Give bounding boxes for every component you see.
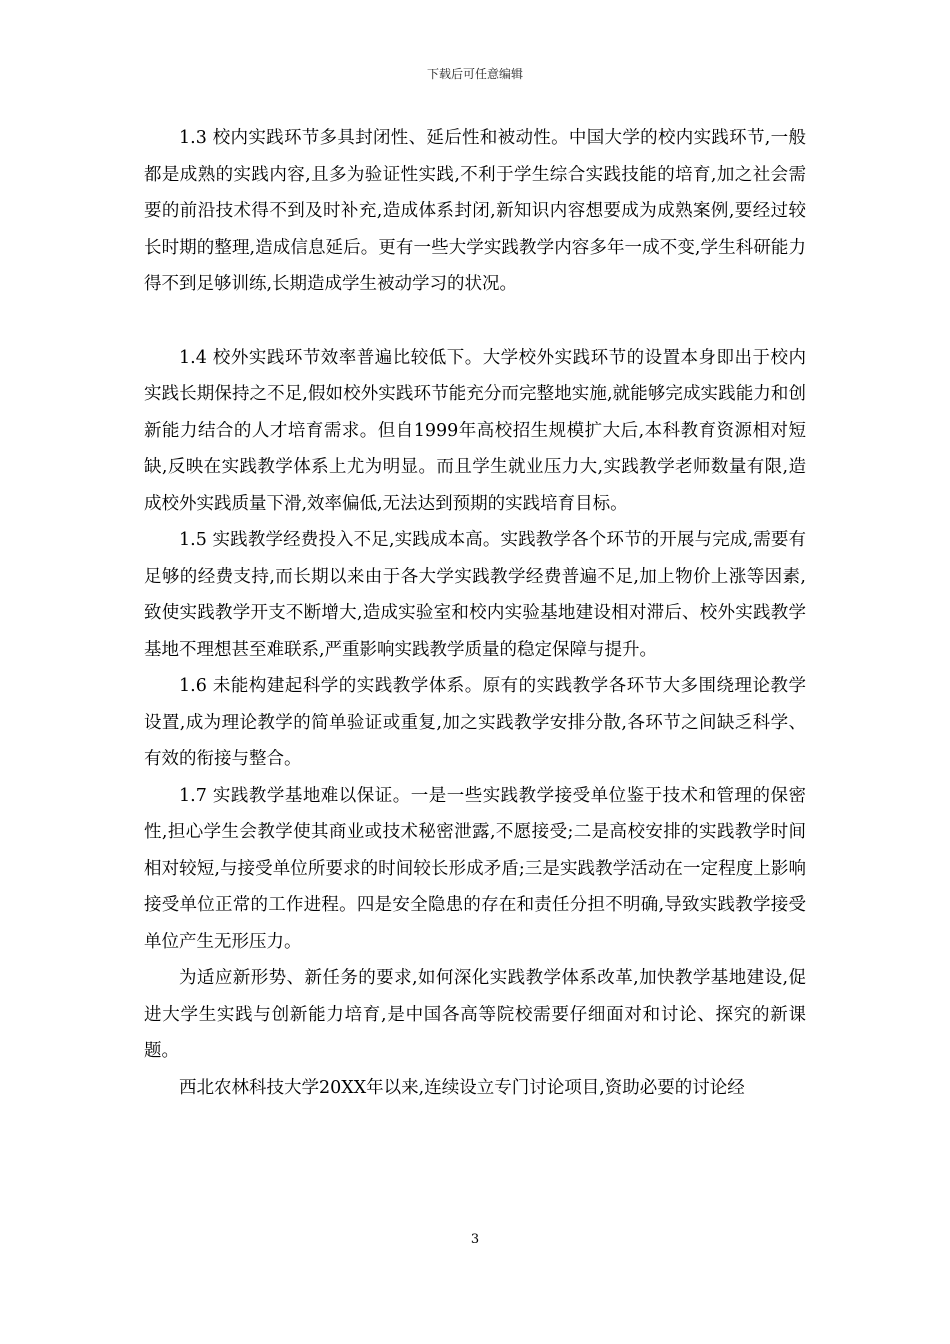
- paragraph-summary: 为适应新形势、新任务的要求,如何深化实践教学体系改革,加快教学基地建设,促进大学生实践与创新能力培育,是中国各高等院校需要仔细面对和讨论、探究的新课题。: [144, 968, 806, 1061]
- paragraph-1-3: 1.3 校内实践环节多具封闭性、延后性和被动性。中国大学的校内实践环节,一般都是成熟的实践内容,且多为验证性实践,不利于学生综合实践技能的培育,加之社会需要的前沿技术得不到及时补充,造成体系封闭,新知识内容想要成为成熟案例,要经过较长时期的整理,造成信息延后。更有一些大学实践教学内容多年一成不变,学生科研能力得不到足够训练,长期造成学生被动学习的状况。: [144, 128, 806, 294]
- paragraph-1-7: 1.7 实践教学基地难以保证。一是一些实践教学接受单位鉴于技术和管理的保密性,担心学生会教学使其商业或技术秘密泄露,不愿接受;二是高校安排的实践教学时间相对较短,与接受单位所要求的时间较长形成矛盾;三是实践教学活动在一定程度上影响接受单位正常的工作进程。四是安全隐患的存在和责任分担不明确,导致实践教学接受单位产生无形压力。: [144, 785, 806, 952]
- page-number: 3: [470, 1232, 480, 1247]
- document-body: [144, 120, 806, 1106]
- page-header: 下载后可任意编辑: [426, 67, 523, 81]
- paragraph-1-4: 1.4 校外实践环节效率普遍比较低下。大学校外实践环节的设置本身即出于校内实践长期保持之不足,假如校外实践环节能充分而完整地实施,就能够完成实践能力和创新能力结合的人才培育需求。但自1999年高校招生规模扩大后,本科教育资源相对短缺,反映在实践教学体系上尤为明显。而且学生就业压力大,实践教学老师数量有限,造成校外实践质量下滑,效率偏低,无法达到预期的实践培育目标。: [144, 347, 806, 514]
- paragraph-1-5: 1.5 实践教学经费投入不足,实践成本高。实践教学各个环节的开展与完成,需要有足够的经费支持,而长期以来由于各大学实践教学经费普遍不足,加上物价上涨等因素,致使实践教学开支不断增大,造成实验室和校内实验基地建设相对滞后、校外实践教学基地不理想甚至难联系,严重影响实践教学质量的稳定保障与提升。: [144, 530, 806, 660]
- paragraph-1-6: 1.6 未能构建起科学的实践教学体系。原有的实践教学各环节大多围绕理论教学设置,成为理论教学的简单验证或重复,加之实践教学安排分散,各环节之间缺乏科学、有效的衔接与整合。: [144, 676, 806, 769]
- paragraph-nwafu: 西北农林科技大学20XX年以来,连续设立专门讨论项目,资助必要的讨论经: [179, 1077, 745, 1098]
